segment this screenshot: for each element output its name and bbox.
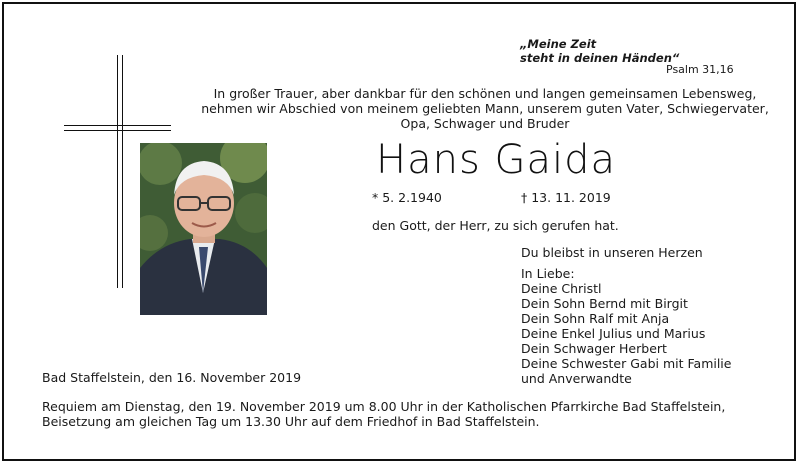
portrait-illustration bbox=[140, 143, 267, 315]
birth-date: * 5. 2.1940 bbox=[372, 190, 442, 205]
remain-text: Du bleibst in unseren Herzen bbox=[521, 245, 703, 260]
family-member-line: Deine Enkel Julius und Marius bbox=[521, 326, 706, 341]
requiem-line-1: Requiem am Dienstag, den 19. November 2019 um 8.00 Uhr in der Katholischen Pfarrkirche Bad Staffelstein, bbox=[42, 399, 726, 414]
cross-horizontal-bar bbox=[64, 125, 171, 131]
intro-line-3: Opa, Schwager und Bruder bbox=[400, 116, 570, 131]
intro-line-2: nehmen wir Abschied von meinem geliebten Mann, unserem guten Vater, Schwiegervater, bbox=[201, 101, 769, 116]
quote-line-1: „Meine Zeit bbox=[520, 37, 597, 51]
intro-line-1: In großer Trauer, aber dankbar für den schönen und langen gemeinsamen Lebensweg, bbox=[213, 86, 757, 101]
death-date: † 13. 11. 2019 bbox=[521, 190, 611, 205]
family-member-line: und Anverwandte bbox=[521, 371, 632, 386]
family-member-line: Dein Sohn Bernd mit Birgit bbox=[521, 296, 688, 311]
cross-vertical-bar bbox=[117, 55, 123, 288]
family-member-line: Deine Schwester Gabi mit Familie bbox=[521, 356, 732, 371]
family-member-line: Dein Schwager Herbert bbox=[521, 341, 667, 356]
requiem-line-2: Beisetzung am gleichen Tag um 13.30 Uhr auf dem Friedhof in Bad Staffelstein. bbox=[42, 414, 540, 429]
bible-quote bbox=[520, 37, 679, 65]
intro-text bbox=[200, 86, 770, 131]
requiem-info bbox=[42, 399, 725, 429]
family-member-line: In Liebe: bbox=[521, 266, 575, 281]
quote-line-2: steht in deinen Händen“ bbox=[520, 51, 680, 65]
family-list bbox=[521, 266, 731, 386]
family-member-line: Dein Sohn Ralf mit Anja bbox=[521, 311, 670, 326]
portrait-photo bbox=[140, 143, 267, 315]
deceased-name: Hans Gaida bbox=[376, 137, 617, 183]
called-home-text: den Gott, der Herr, zu sich gerufen hat. bbox=[372, 218, 619, 233]
family-member-line: Deine Christl bbox=[521, 281, 602, 296]
psalm-reference: Psalm 31,16 bbox=[666, 63, 734, 76]
place-and-date: Bad Staffelstein, den 16. November 2019 bbox=[42, 370, 302, 385]
